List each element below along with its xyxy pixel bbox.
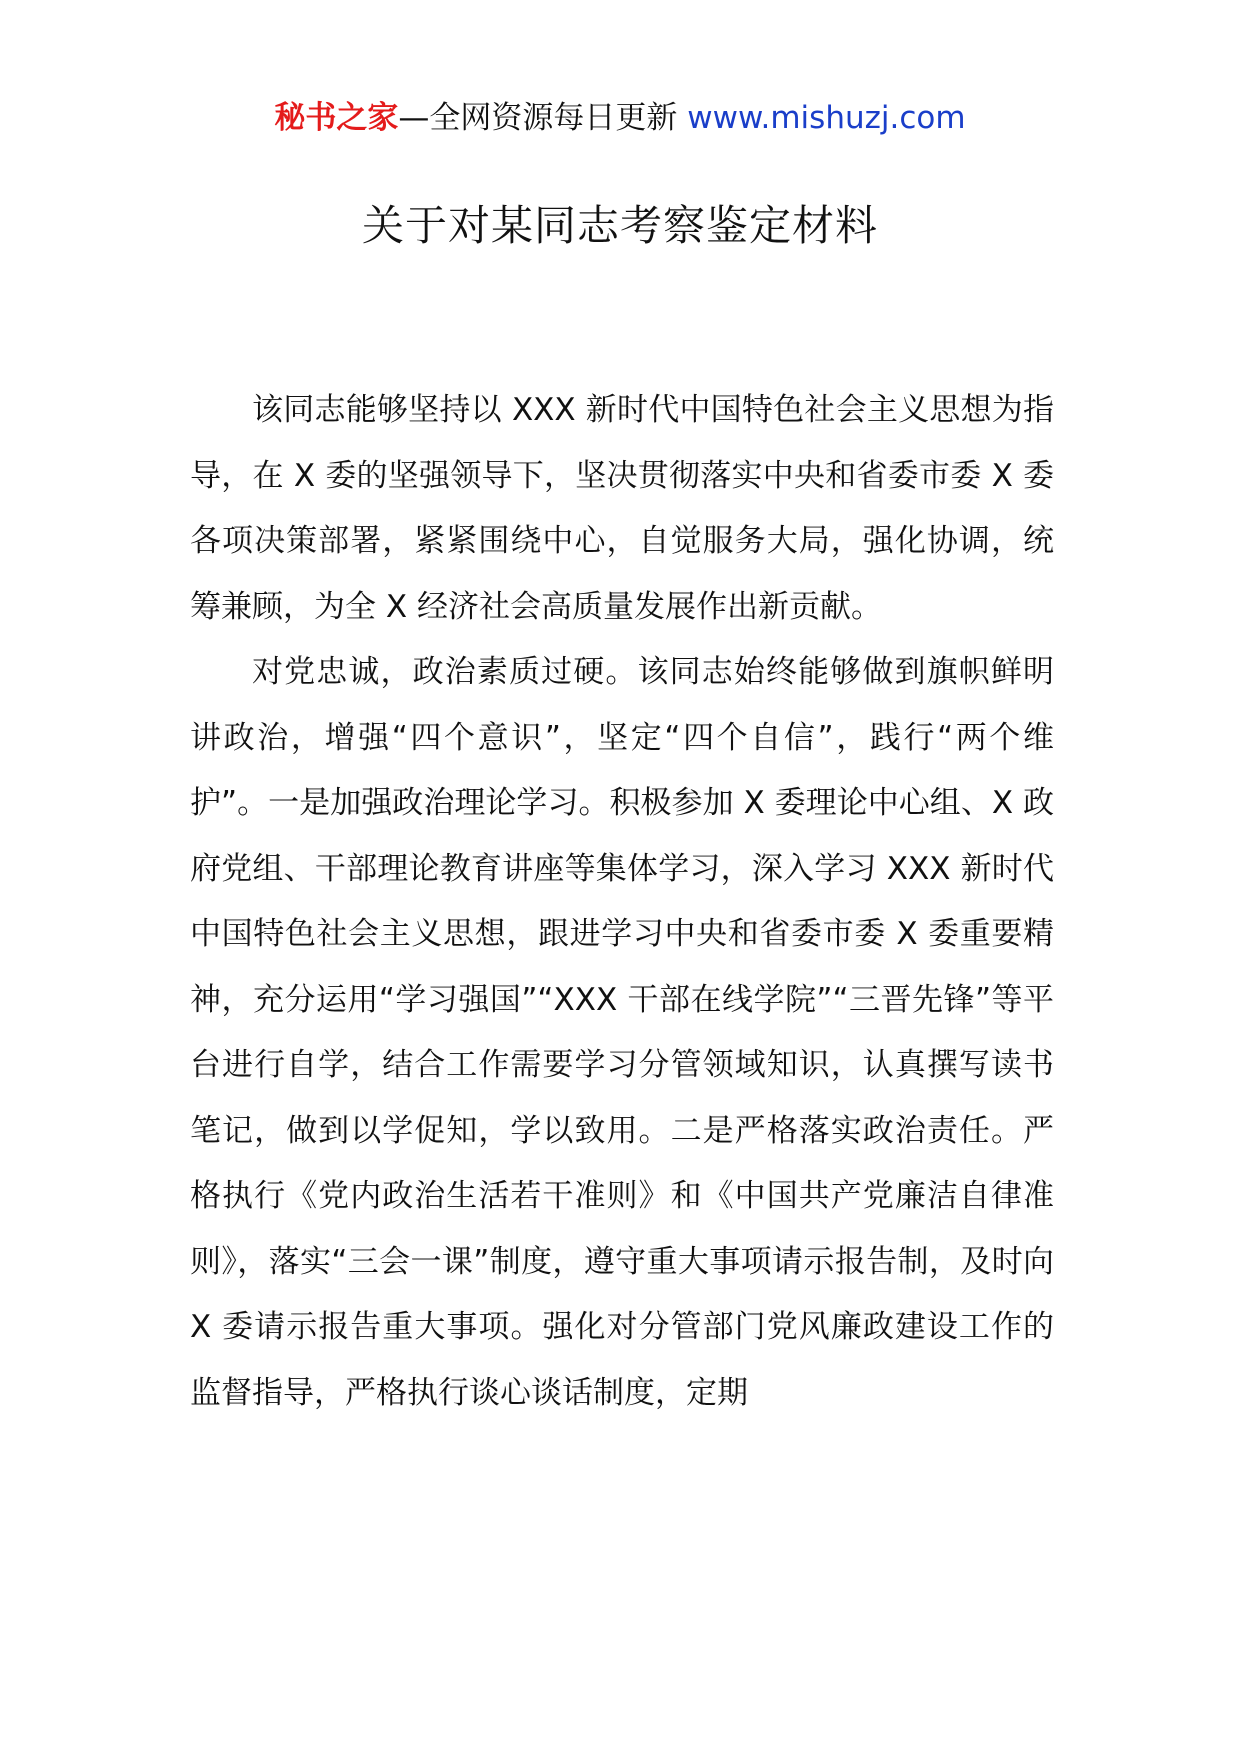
- document-body: [190, 378, 1054, 1426]
- site-header: [0, 98, 1240, 138]
- document-title: 关于对某同志考察鉴定材料: [361, 201, 878, 250]
- paragraph-intro: 该同志能够坚持以 XXX 新时代中国特色社会主义思想为指导，在 X 委的坚强领导下，坚决贯彻落实中央和省委市委 X 委各项决策部署，紧紧围绕中心，自觉服务大局，强化协调，统筹兼顾，为全 X 经济社会高质量发展作出新贡献。: [190, 392, 1054, 625]
- brand-name: 秘书之家: [274, 100, 399, 136]
- site-url-link[interactable]: www.mishuzj.com: [687, 100, 966, 136]
- header-tagline: —全网资源每日更新: [398, 100, 688, 136]
- paragraph-political-quality: 对党忠诚，政治素质过硬。该同志始终能够做到旗帜鲜明讲政治，增强“四个意识”，坚定“四个自信”，践行“两个维护”。一是加强政治理论学习。积极参加 X 委理论中心组、X 政府党组、干部理论教育讲座等集体学习，深入学习 XXX 新时代中国特色社会主义思想，跟进学习中央和省委市委 X 委重要精神，充分运用“学习强国”“XXX 干部在线学院”“三晋先锋”等平台进行自学，结合工作需要学习分管领域知识，认真撰写读书笔记，做到以学促知，学以致用。二是严格落实政治责任。严格执行《党内政治生活若干准则》和《中国共产党廉洁自律准则》，落实“三会一课”制度，遵守重大事项请示报告制，及时向 X 委请示报告重大事项。强化对分管部门党风廉政建设工作的监督指导，严格执行谈心谈话制度，定期: [190, 654, 1054, 1411]
